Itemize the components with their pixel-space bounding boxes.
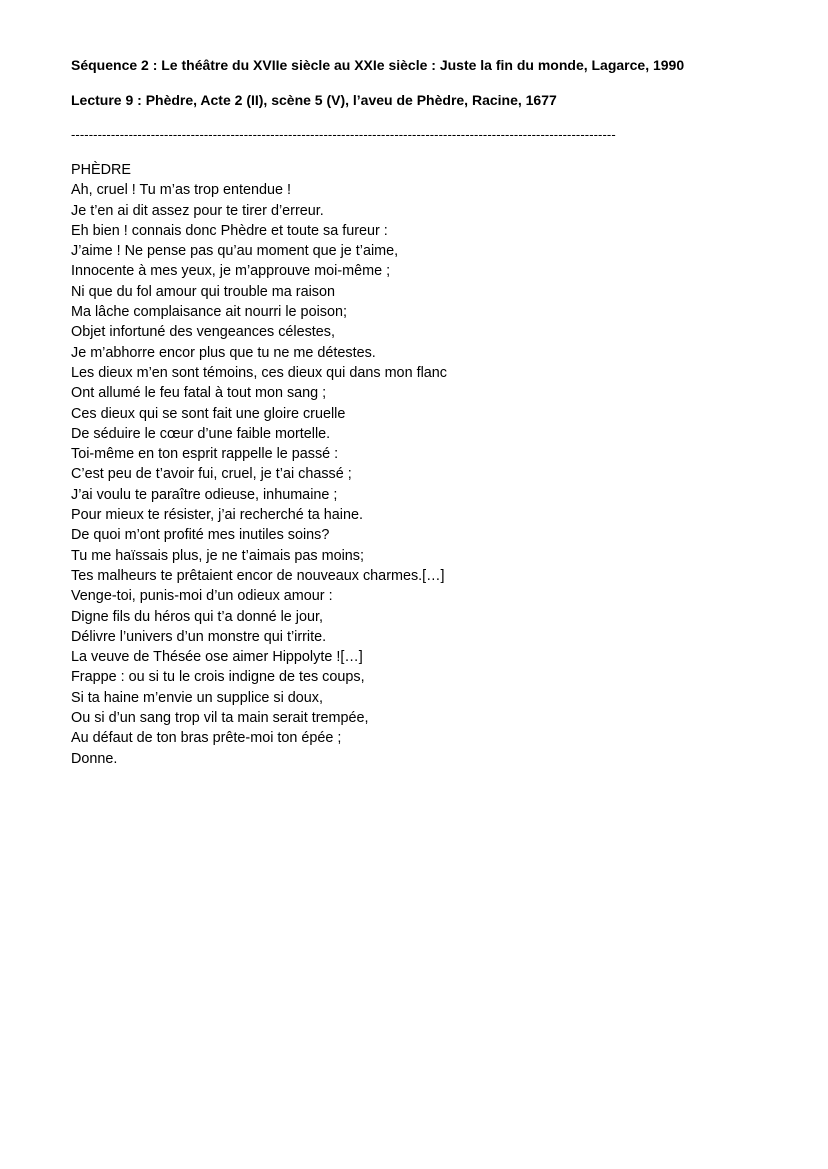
verse-line: Venge-toi, punis-moi d’un odieux amour : bbox=[71, 588, 333, 605]
verse-line: Délivre l’univers d’un monstre qui t’irrite. bbox=[71, 628, 327, 645]
verse-line: Tes malheurs te prêtaient encor de nouveaux charmes.[…] bbox=[71, 567, 445, 584]
verse-line: Les dieux m’en sont témoins, ces dieux qui dans mon flanc bbox=[71, 364, 447, 381]
verse-line: J’ai voulu te paraître odieuse, inhumaine ; bbox=[71, 486, 338, 503]
verse-line: Donne. bbox=[71, 750, 118, 767]
verse-line: Je m’abhorre encor plus que tu ne me détestes. bbox=[71, 344, 376, 361]
verse-line: Je t’en ai dit assez pour te tirer d’erreur. bbox=[71, 202, 324, 219]
verse-line: Si ta haine m’envie un supplice si doux, bbox=[71, 689, 323, 706]
verse-line: Digne fils du héros qui t’a donné le jour, bbox=[71, 608, 323, 625]
verse-line: J’aime ! Ne pense pas qu’au moment que je t’aime, bbox=[71, 243, 399, 260]
verse-line: De séduire le cœur d’une faible mortelle. bbox=[71, 425, 331, 442]
verse-line: Au défaut de ton bras prête-moi ton épée ; bbox=[71, 730, 342, 747]
verse-line: Ah, cruel ! Tu m’as trop entendue ! bbox=[71, 182, 291, 199]
verse-line: Innocente à mes yeux, je m’approuve moi-même ; bbox=[71, 263, 391, 280]
document-page bbox=[71, 55, 761, 769]
verse-line: Ces dieux qui se sont fait une gloire cruelle bbox=[71, 405, 346, 422]
verse-line: Objet infortuné des vengeances célestes, bbox=[71, 324, 335, 341]
verse-line: Tu me haïssais plus, je ne t’aimais pas moins; bbox=[71, 547, 364, 564]
verse-line: Ma lâche complaisance ait nourri le poison; bbox=[71, 304, 347, 321]
verse-line: Ont allumé le feu fatal à tout mon sang ; bbox=[71, 385, 327, 402]
verse-line: Toi-même en ton esprit rappelle le passé : bbox=[71, 446, 339, 463]
verse-line: Frappe : ou si tu le crois indigne de tes coups, bbox=[71, 669, 365, 686]
verse-line: C’est peu de t’avoir fui, cruel, je t’ai chassé ; bbox=[71, 466, 352, 483]
verse-line: Ou si d’un sang trop vil ta main serait trempée, bbox=[71, 710, 369, 727]
sequence-title: Séquence 2 : Le théâtre du XVIIe siècle au XXIe siècle : Juste la fin du monde, Lagarce, 1990 bbox=[71, 57, 685, 73]
verse-line: La veuve de Thésée ose aimer Hippolyte ![…] bbox=[71, 649, 363, 666]
verse-list bbox=[71, 180, 761, 769]
verse-line: Eh bien ! connais donc Phèdre et toute sa fureur : bbox=[71, 222, 388, 239]
verse-line: Ni que du fol amour qui trouble ma raison bbox=[71, 283, 335, 300]
separator-line: --------------------------------------------------------------------------------------------------------------------------- bbox=[71, 127, 616, 142]
verse-line: De quoi m’ont profité mes inutiles soins? bbox=[71, 527, 330, 544]
lecture-title: Lecture 9 : Phèdre, Acte 2 (II), scène 5 (V), l’aveu de Phèdre, Racine, 1677 bbox=[71, 92, 557, 108]
verse-line: Pour mieux te résister, j’ai recherché ta haine. bbox=[71, 507, 363, 524]
speaker-name: PHÈDRE bbox=[71, 162, 131, 178]
